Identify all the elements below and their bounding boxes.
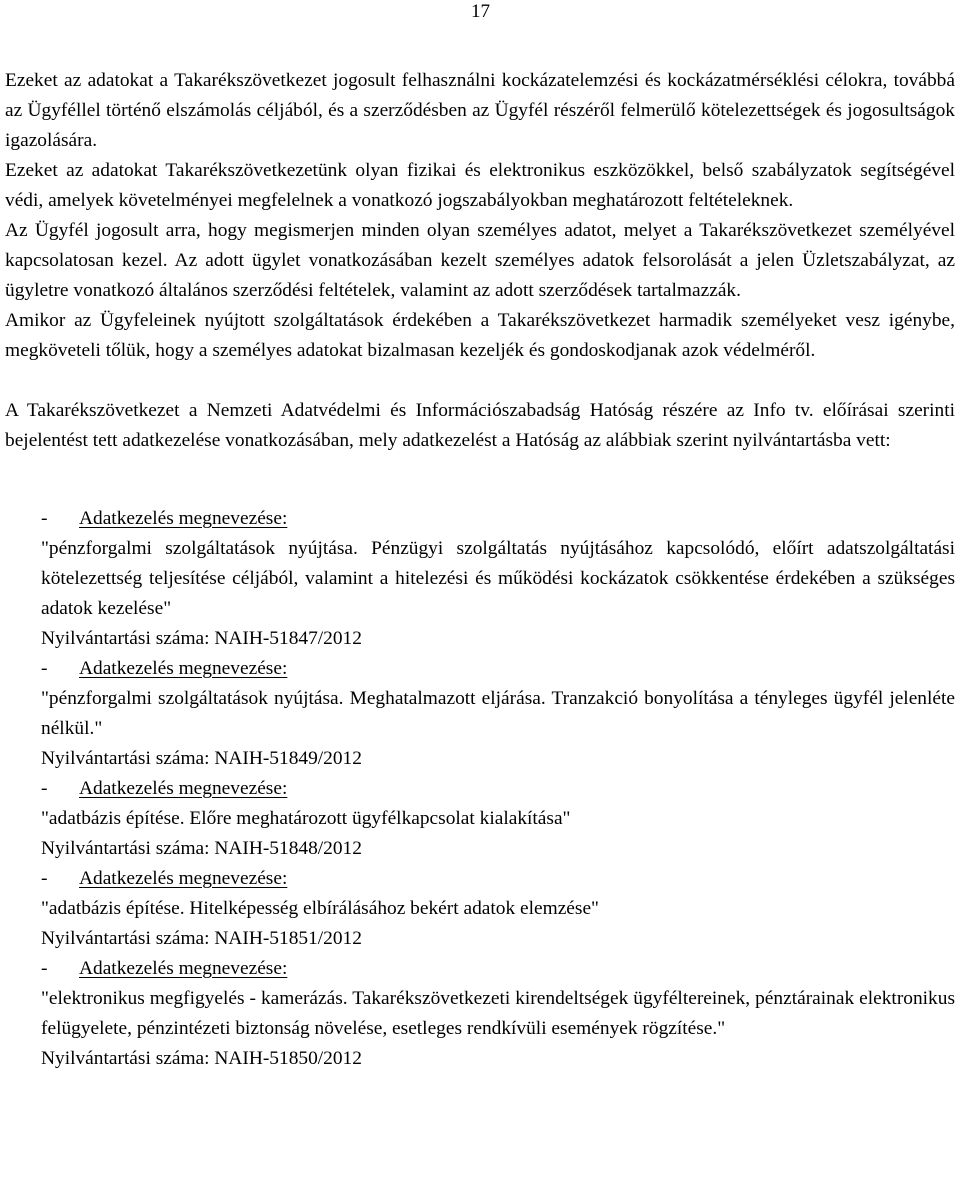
intro-paragraph-2: Ezeket az adatokat Takarékszövetkezetünk olyan fizikai és elektronikus eszközökkel, belső szabályzatok segítségével védi, amelyek követelményei megfelelnek a vonatkozó jogszabályokban meghatározott feltételeknek. — [5, 160, 955, 211]
entry-heading-label: Adatkezelés megnevezése: — [79, 868, 288, 889]
page-number: 17 — [471, 1, 490, 22]
entry-heading — [41, 774, 955, 804]
entry-heading-label: Adatkezelés megnevezése: — [79, 658, 288, 679]
entry-dash: - — [41, 778, 48, 799]
entry-registration-number: Nyilvántartási száma: NAIH-51847/2012 — [41, 628, 362, 649]
entry-dash: - — [41, 508, 48, 529]
registration-entry — [5, 654, 955, 774]
entry-dash: - — [41, 958, 48, 979]
entry-description: "pénzforgalmi szolgáltatások nyújtása. Pénzügyi szolgáltatás nyújtásához kapcsolódó, előírt adatszolgáltatási kötelezettség teljesítése céljából, valamint a hitelezési és működési kockázatok csökkentése érdekében a szükséges adatok kezelése" — [41, 538, 955, 619]
registration-entry — [5, 864, 955, 954]
entry-dash: - — [41, 658, 48, 679]
entry-heading — [41, 654, 955, 684]
entry-heading-label: Adatkezelés megnevezése: — [79, 508, 288, 529]
registration-entry — [5, 774, 955, 864]
intro-paragraph-1: Ezeket az adatokat a Takarékszövetkezet jogosult felhasználni kockázatelemzési és kockázatmérséklési célokra, továbbá az Ügyféllel történő elszámolás céljából, és a szerződésben az Ügyfél részéről felmerülő kötelezettségek és jogosultságok igazolására. — [5, 70, 955, 151]
entry-registration-number: Nyilvántartási száma: NAIH-51849/2012 — [41, 748, 362, 769]
entry-heading-label: Adatkezelés megnevezése: — [79, 958, 288, 979]
entry-heading — [41, 954, 955, 984]
entry-heading-label: Adatkezelés megnevezése: — [79, 778, 288, 799]
entry-description: "elektronikus megfigyelés - kamerázás. Takarékszövetkezeti kirendeltségek ügyféltereinek, pénztárainak elektronikus felügyelete, pénzintézeti biztonság növelése, esetleges rendkívüli események rögzítése." — [41, 988, 955, 1039]
registration-entry — [5, 504, 955, 654]
entry-registration-number: Nyilvántartási száma: NAIH-51851/2012 — [41, 928, 362, 949]
entry-description: "pénzforgalmi szolgáltatások nyújtása. Meghatalmazott eljárása. Tranzakció bonyolítása a tényleges ügyfél jelenléte nélkül." — [41, 688, 955, 739]
registration-entries — [5, 504, 955, 1074]
entry-registration-number: Nyilvántartási száma: NAIH-51850/2012 — [41, 1048, 362, 1069]
registration-entry — [5, 954, 955, 1074]
entry-heading — [41, 504, 955, 534]
document-body — [5, 66, 955, 1074]
entry-registration-number: Nyilvántartási száma: NAIH-51848/2012 — [41, 838, 362, 859]
intro-paragraph-3: Az Ügyfél jogosult arra, hogy megismerjen minden olyan személyes adatot, melyet a Takarékszövetkezet személyével kapcsolatosan kezel. Az adott ügylet vonatkozásában kezelt személyes adatok felsorolását a jelen Üzletszabályzat, az ügyletre vonatkozó általános szerződési feltételek, valamint az adott szerződések tartalmazzák. — [5, 220, 955, 301]
entry-heading — [41, 864, 955, 894]
entry-dash: - — [41, 868, 48, 889]
intro-paragraph-4: Amikor az Ügyfeleinek nyújtott szolgáltatások érdekében a Takarékszövetkezet harmadik személyeket vesz igénybe, megköveteli tőlük, hogy a személyes adatokat bizalmasan kezeljék és gondoskodjanak azok védelméről. — [5, 310, 955, 361]
entry-description: "adatbázis építése. Hitelképesség elbírálásához bekért adatok elemzése" — [41, 898, 599, 919]
registration-paragraph: A Takarékszövetkezet a Nemzeti Adatvédelmi és Információszabadság Hatóság részére az Info tv. előírásai szerinti bejelentést tett adatkezelése vonatkozásában, mely adatkezelést a Hatóság az alábbiak szerint nyilvántartásba vett: — [5, 400, 955, 451]
entry-description: "adatbázis építése. Előre meghatározott ügyfélkapcsolat kialakítása" — [41, 808, 571, 829]
